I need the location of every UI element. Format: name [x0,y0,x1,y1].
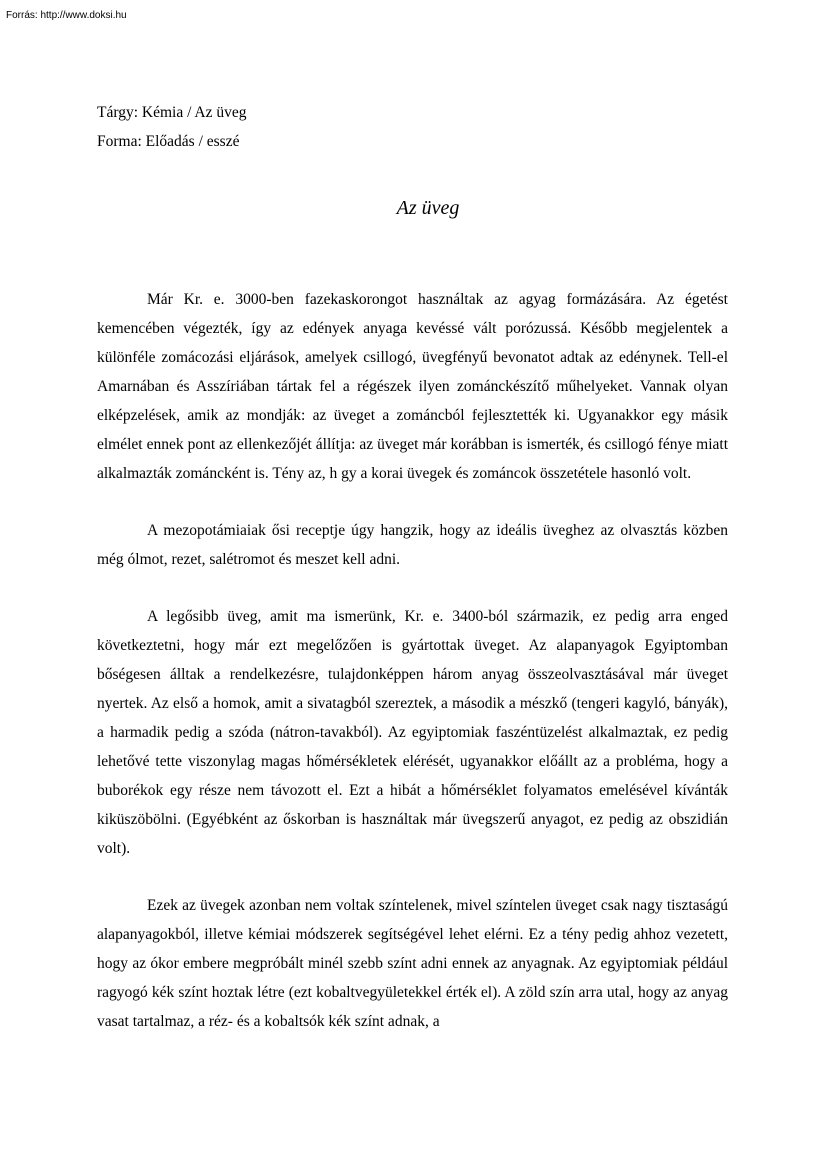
paragraph-1: Már Kr. e. 3000-ben fazekaskorongot használtak az agyag formázására. Az égetést kemencében végezték, így az edények anyaga kevéssé vált porózussá. Később megjelentek a különféle zomácozási eljárások, amelyek csillogó, üvegfényű bevonatot adtak az edénynek. Tell-el Amarnában és Asszíriában tártak fel a régészek ilyen zománckészítő műhelyeket. Vannak olyan elképzelések, amik az mondják: az üveget a zománcból fejlesztették ki. Ugyanakkor egy másik elmélet ennek pont az ellenkezőjét állítja: az üveget már korábban is ismerték, és csillogó fénye miatt alkalmazták zománcként is. Tény az, h gy a korai üvegek és zománcok összetétele hasonló volt. [97,291,728,482]
title-text: Az üveg [396,197,460,219]
paragraph-2: A mezopotámiaiak ősi receptje úgy hangzik, hogy az ideális üveghez az olvasztás közben még ólmot, rezet, salétromot és meszet kell adni. [97,522,728,568]
paragraph-4: Ezek az üvegek azonban nem voltak színtelenek, mivel színtelen üveget csak nagy tisztaságú alapanyagokból, illetve kémiai módszerek segítségével lehet elérni. Ez a tény pedig ahhoz vezetett, hogy az ókor embere megpróbált minél szebb színt adni ennek az anyagnak. Az egyiptomiak például ragyogó kék színt hoztak létre (ezt kobaltvegyületekkel érték el). A zöld szín arra utal, hogy az anyag vasat tartalmaz, a réz- és a kobaltsók kék színt adnak, a [97,897,728,1030]
document-meta [97,98,247,156]
paragraph-3: A legősibb üveg, amit ma ismerünk, Kr. e. 3400-ból származik, ez pedig arra enged következtetni, hogy már ezt megelőzően is gyártottak üveget. Az alapanyagok Egyiptomban bőségesen álltak a rendelkezésre, tulajdonképpen három anyag összeolvasztásával már üveget nyertek. Az első a homok, amit a sivatagból szereztek, a második a mészkő (tengeri kagyló, bányák), a harmadik pedig a szóda (nátron-tavakból). Az egyiptomiak faszéntüzelést alkalmaztak, ez pedig lehetővé tette viszonylag magas hőmérsékletek elérését, ugyanakkor előállt az a probléma, hogy a buborékok egy része nem távozott el. Ezt a hibát a hőmérséklet folyamatos emelésével kívánták kiküszöbölni. (Egyébként az őskorban is használtak már üvegszerű anyagot, ez pedig az obszidián volt). [97,608,728,857]
source-line: Forrás: http://www.doksi.hu [6,10,127,21]
form-line: Forma: Előadás / esszé [97,133,240,150]
document-title [0,197,827,220]
document-body [97,285,728,1064]
subject-line: Tárgy: Kémia / Az üveg [97,104,247,121]
